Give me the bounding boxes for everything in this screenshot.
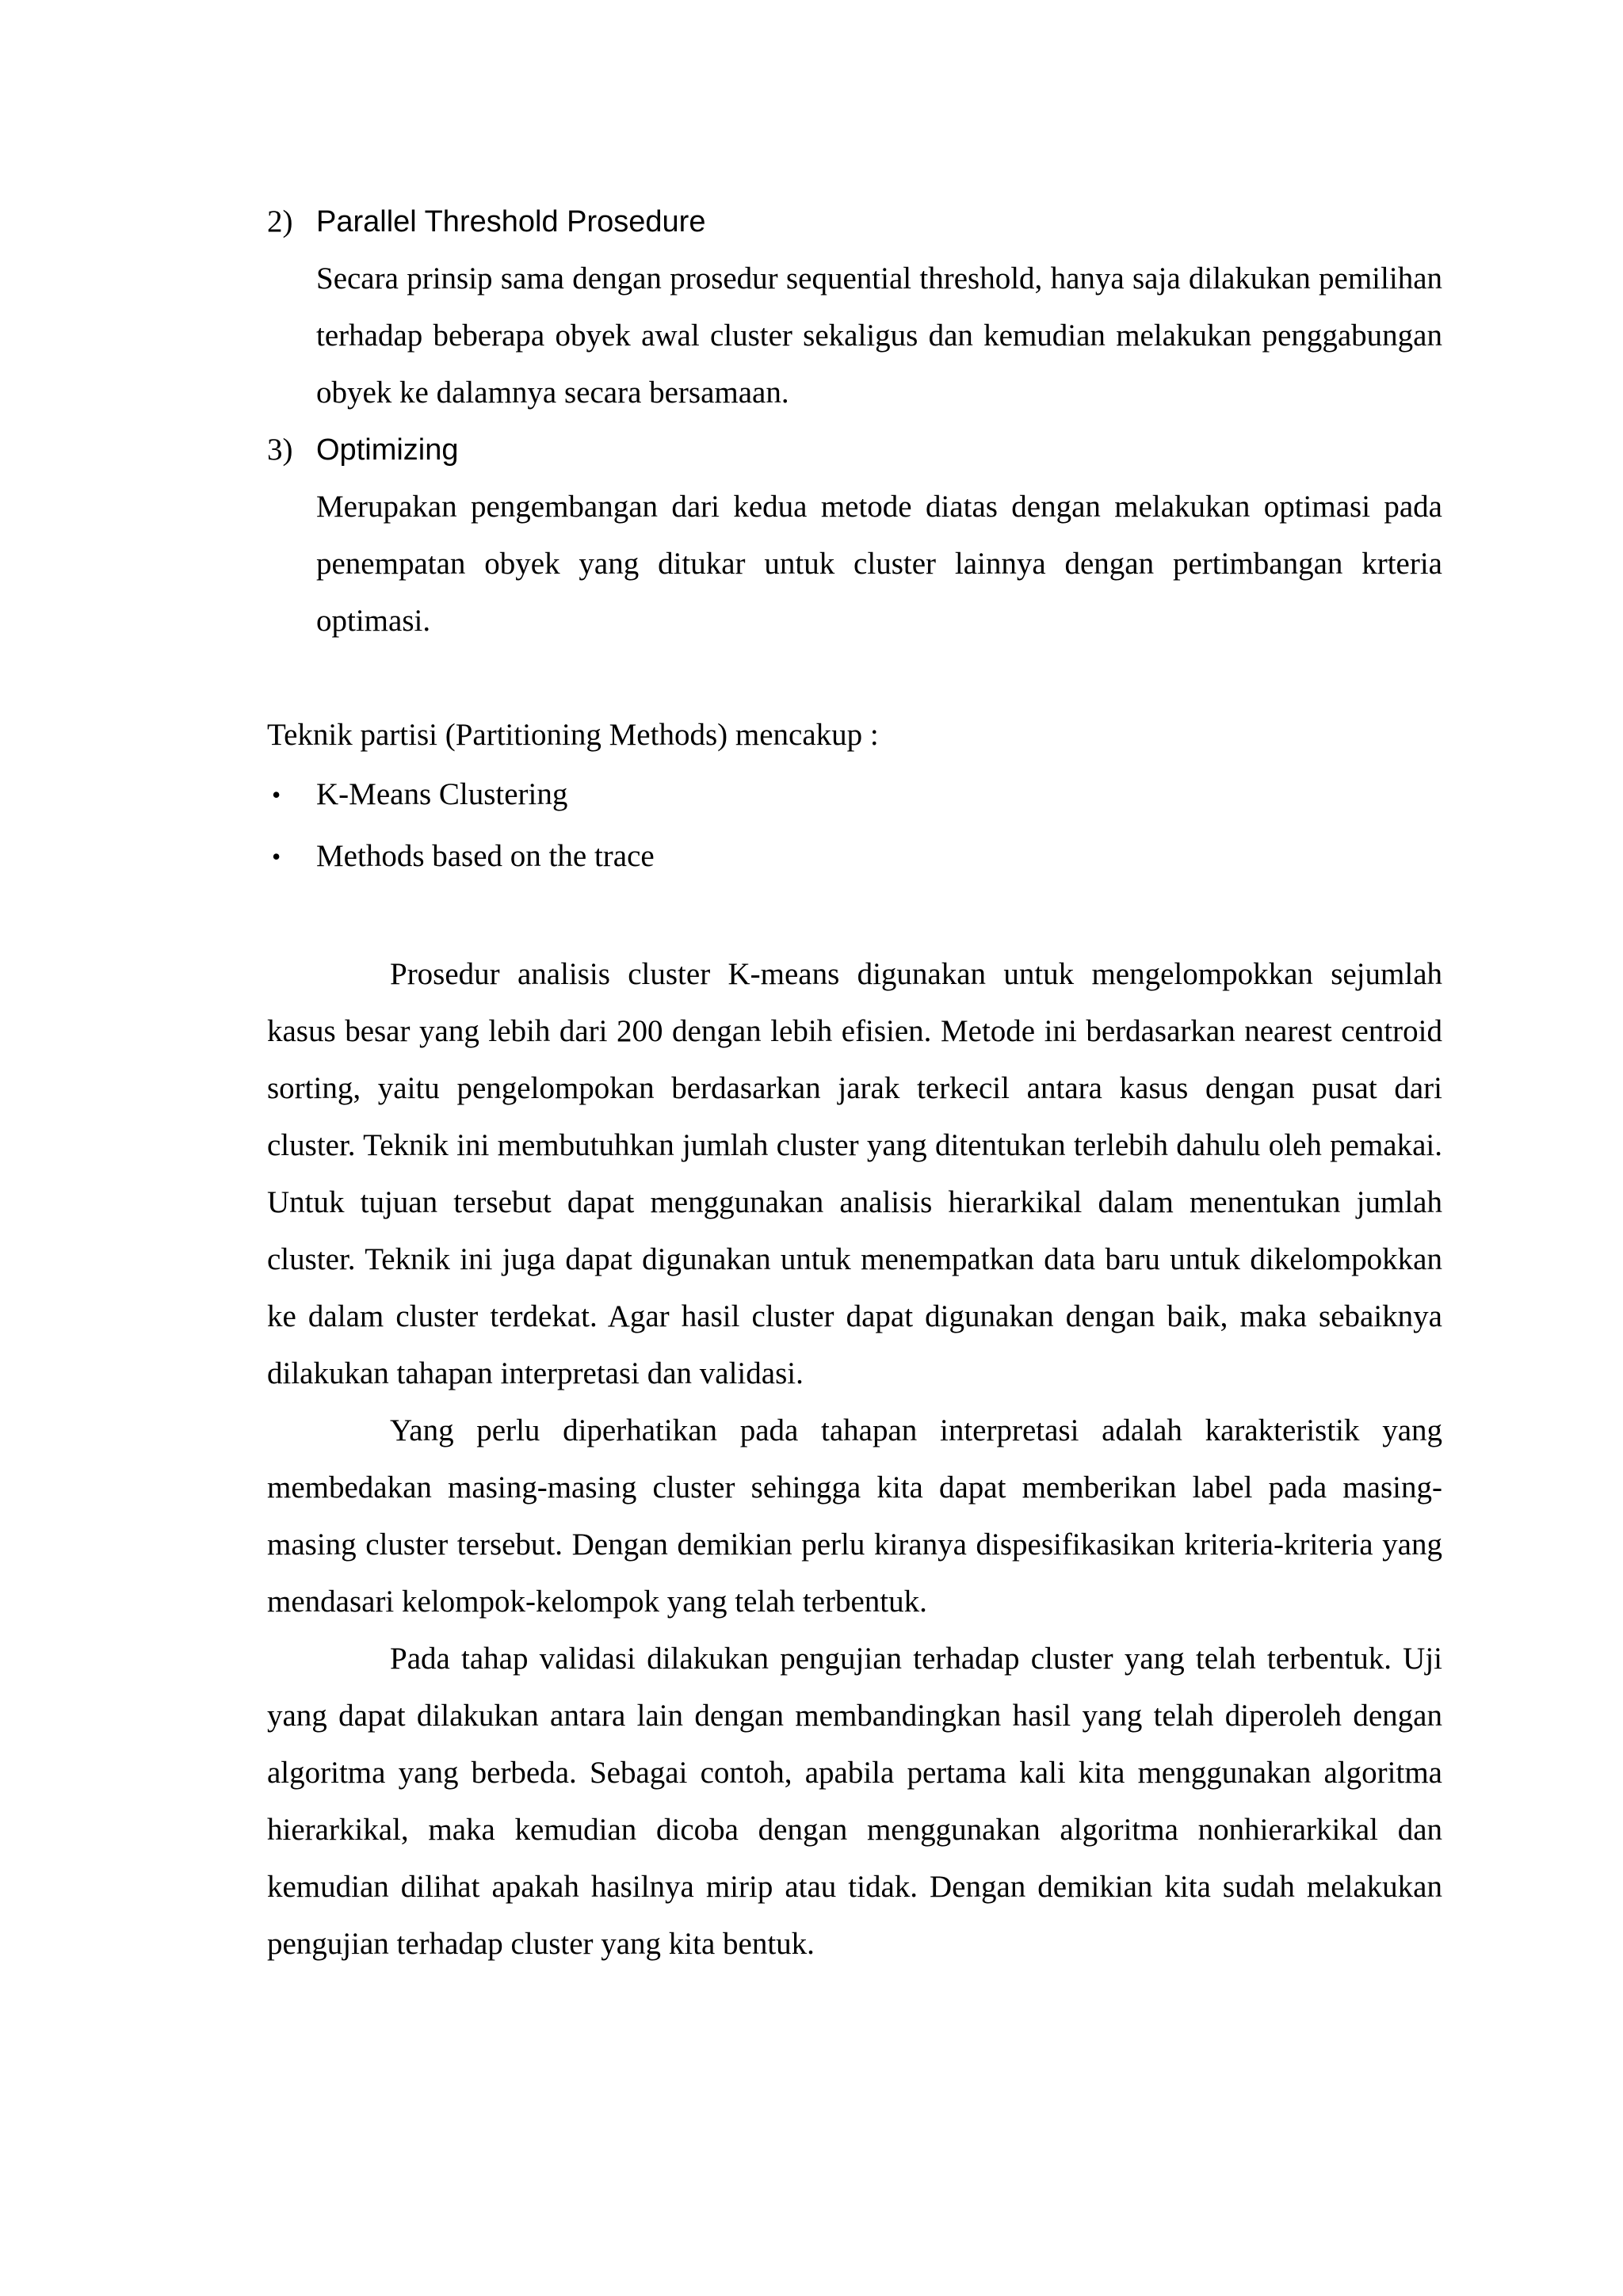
list-item-text: Methods based on the trace xyxy=(316,839,655,873)
bullet-icon: • xyxy=(272,780,281,809)
item-title: Parallel Threshold Prosedure xyxy=(316,205,706,238)
paragraph-kmeans: Prosedur analisis cluster K-means digunakan untuk mengelompokkan sejumlah kasus besar yang lebih dari 200 dengan lebih efisien. Metode ini berdasarkan nearest centroid sorting, yaitu pengelompokan berdasarkan jarak terkecil antara kasus dengan pusat dari cluster. Teknik ini membutuhkan jumlah cluster yang ditentukan terlebih dahulu oleh pemakai. Untuk tujuan tersebut dapat menggunakan analisis hierarkikal dalam menentukan jumlah cluster. Teknik ini juga dapat digunakan untuk menempatkan data baru untuk dikelompokkan ke dalam cluster terdekat. Agar hasil cluster dapat digunakan dengan baik, maka sebaiknya dilakukan tahapan interpretasi dan validasi. xyxy=(267,957,1442,1390)
item-title: Optimizing xyxy=(316,433,459,467)
paragraph-validation: Pada tahap validasi dilakukan pengujian terhadap cluster yang telah terbentuk. Uji yang dapat dilakukan antara lain dengan membandingkan hasil yang telah diperoleh dengan algoritma yang berbeda. Sebagai contoh, apabila pertama kali kita menggunakan algoritma hierarkikal, maka kemudian dicoba dengan menggunakan algoritma nonhierarkikal dan kemudian dilihat apakah hasilnya mirip atau tidak. Dengan demikian kita sudah melakukan pengujian terhadap cluster yang kita bentuk. xyxy=(267,1642,1442,1961)
page-content xyxy=(267,193,1442,1973)
item-number: 2) xyxy=(267,204,293,238)
list-item xyxy=(267,826,1442,887)
bullet-icon: • xyxy=(272,842,281,871)
item-number: 3) xyxy=(267,433,293,467)
item-body: Merupakan pengembangan dari kedua metode diatas dengan melakukan optimasi pada penempatan obyek yang ditukar untuk cluster lainnya dengan pertimbangan krteria optimasi. xyxy=(316,490,1442,638)
paragraph-interpretation: Yang perlu diperhatikan pada tahapan interpretasi adalah karakteristik yang membedakan masing-masing cluster sehingga kita dapat memberikan label pada masing-masing cluster tersebut. Dengan demikian perlu kiranya dispesifikasikan kriteria-kriteria yang mendasari kelompok-kelompok yang telah terbentuk. xyxy=(267,1413,1442,1619)
list-item-text: K-Means Clustering xyxy=(316,777,568,811)
spacer xyxy=(267,887,1442,946)
list-item-parallel-threshold xyxy=(267,193,1442,421)
partition-intro: Teknik partisi (Partitioning Methods) mencakup : xyxy=(267,718,879,752)
spacer xyxy=(267,650,1442,707)
partition-methods-list xyxy=(267,764,1442,887)
list-item xyxy=(267,764,1442,826)
item-body: Secara prinsip sama dengan prosedur sequential threshold, hanya saja dilakukan pemilihan terhadap beberapa obyek awal cluster sekaligus dan kemudian melakukan penggabungan obyek ke dalamnya secara bersamaan. xyxy=(316,261,1442,410)
list-item-optimizing xyxy=(267,421,1442,650)
